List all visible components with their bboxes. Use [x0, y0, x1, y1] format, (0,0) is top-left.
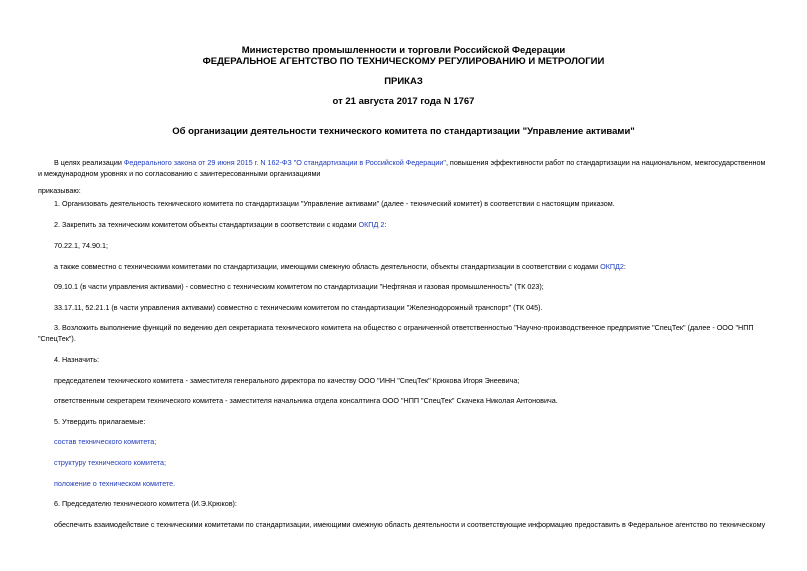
intro-text-end: , повышения эффективности работ по стандартизации на национальном, межгосударственном и международном уровнях и по согласованию с заинтересованными организациями: [38, 158, 766, 178]
paragraph-2-text: 2. Закрепить за техническим комитетом объекты стандартизации в соответствии с кодами: [54, 220, 359, 229]
order-word: приказываю:: [38, 186, 81, 195]
paragraph-4: 4. Назначить:: [54, 355, 99, 364]
intro-paragraph: [38, 157, 770, 179]
paragraph-2c-colon: :: [623, 262, 626, 271]
federal-law-link[interactable]: Федерального закона от 29 июня 2015 г. N 162-ФЗ "О стандартизации в Российской Федерации": [123, 158, 446, 167]
codes-list-1: 70.22.1, 74.90.1;: [54, 241, 108, 250]
paragraph-6: 6. Председателю технического комитета (И.Э.Крюков):: [54, 499, 237, 508]
paragraph-3: [38, 322, 770, 344]
ministry-name: Министерство промышленности и торговли Российской Федерации: [241, 45, 566, 56]
document-title: Об организации деятельности технического комитета по стандартизации "Управление активами": [172, 126, 635, 137]
attachment-structure-link[interactable]: структуру технического комитета;: [54, 458, 167, 467]
document-type: ПРИКАЗ: [384, 76, 423, 87]
paragraph-2-continued: [54, 261, 626, 272]
paragraph-5: 5. Утвердить прилагаемые:: [54, 417, 146, 426]
okpd2-link[interactable]: ОКПД 2: [358, 220, 385, 229]
document-date-number: от 21 августа 2017 года N 1767: [332, 96, 475, 107]
paragraph-1: 1. Организовать деятельность технического комитета по стандартизации "Управление активами" (далее - технический комитет) в соответствии с настоящим приказом.: [54, 199, 615, 208]
paragraph-2c-text: а также совместно с техническими комитетами по стандартизации, имеющими смежную область деятельности, объекты стандартизации в соответствии с кодами: [54, 262, 601, 271]
attachment-composition-link[interactable]: состав технического комитета;: [54, 437, 157, 446]
secretary-appointment: ответственным секретарем технического комитета - заместителя начальника отдела консалтинга ООО "НПП "СпецТек" Скачека Николая Антоновича.: [54, 396, 558, 405]
chairman-appointment: председателем технического комитета - заместителя генерального директора по качеству ООО "ИНН "СпецТек" Крюкова Игоря Энеевича;: [54, 376, 520, 385]
paragraph-3-text: 3. Возложить выполнение функций по ведению дел секретариата технического комитета на общество с ограниченной ответственностью "Научно-производственное предприятие "СпецТек" (далее - ООО "НПП "СпецТек").: [38, 323, 754, 343]
paragraph-2: [54, 219, 386, 230]
attachment-regulation-link[interactable]: положение о техническом комитете.: [54, 479, 176, 488]
paragraph-6a: обеспечить взаимодействие с техническими комитетами по стандартизации, имеющими смежную область деятельности и соответствующие информацию предоставить в Федеральное агентство по техническому: [54, 520, 766, 529]
okpd2-link-2[interactable]: ОКПД2: [600, 262, 624, 271]
agency-name: ФЕДЕРАЛЬНОЕ АГЕНТСТВО ПО ТЕХНИЧЕСКОМУ РЕГУЛИРОВАНИЮ И МЕТРОЛОГИИ: [202, 56, 605, 67]
codes-list-2: 09.10.1 (в части управления активами) - совместно с техническим комитетом по стандартизации "Нефтяная и газовая промышленность" (ТК 023);: [54, 282, 544, 291]
codes-list-3: 33.17.11, 52.21.1 (в части управления активами) совместно с техническим комитетом по стандартизации "Железнодорожный транспорт" (ТК 045).: [54, 303, 543, 312]
intro-text-start: В целях реализации: [54, 158, 124, 167]
paragraph-2-colon: :: [384, 220, 387, 229]
